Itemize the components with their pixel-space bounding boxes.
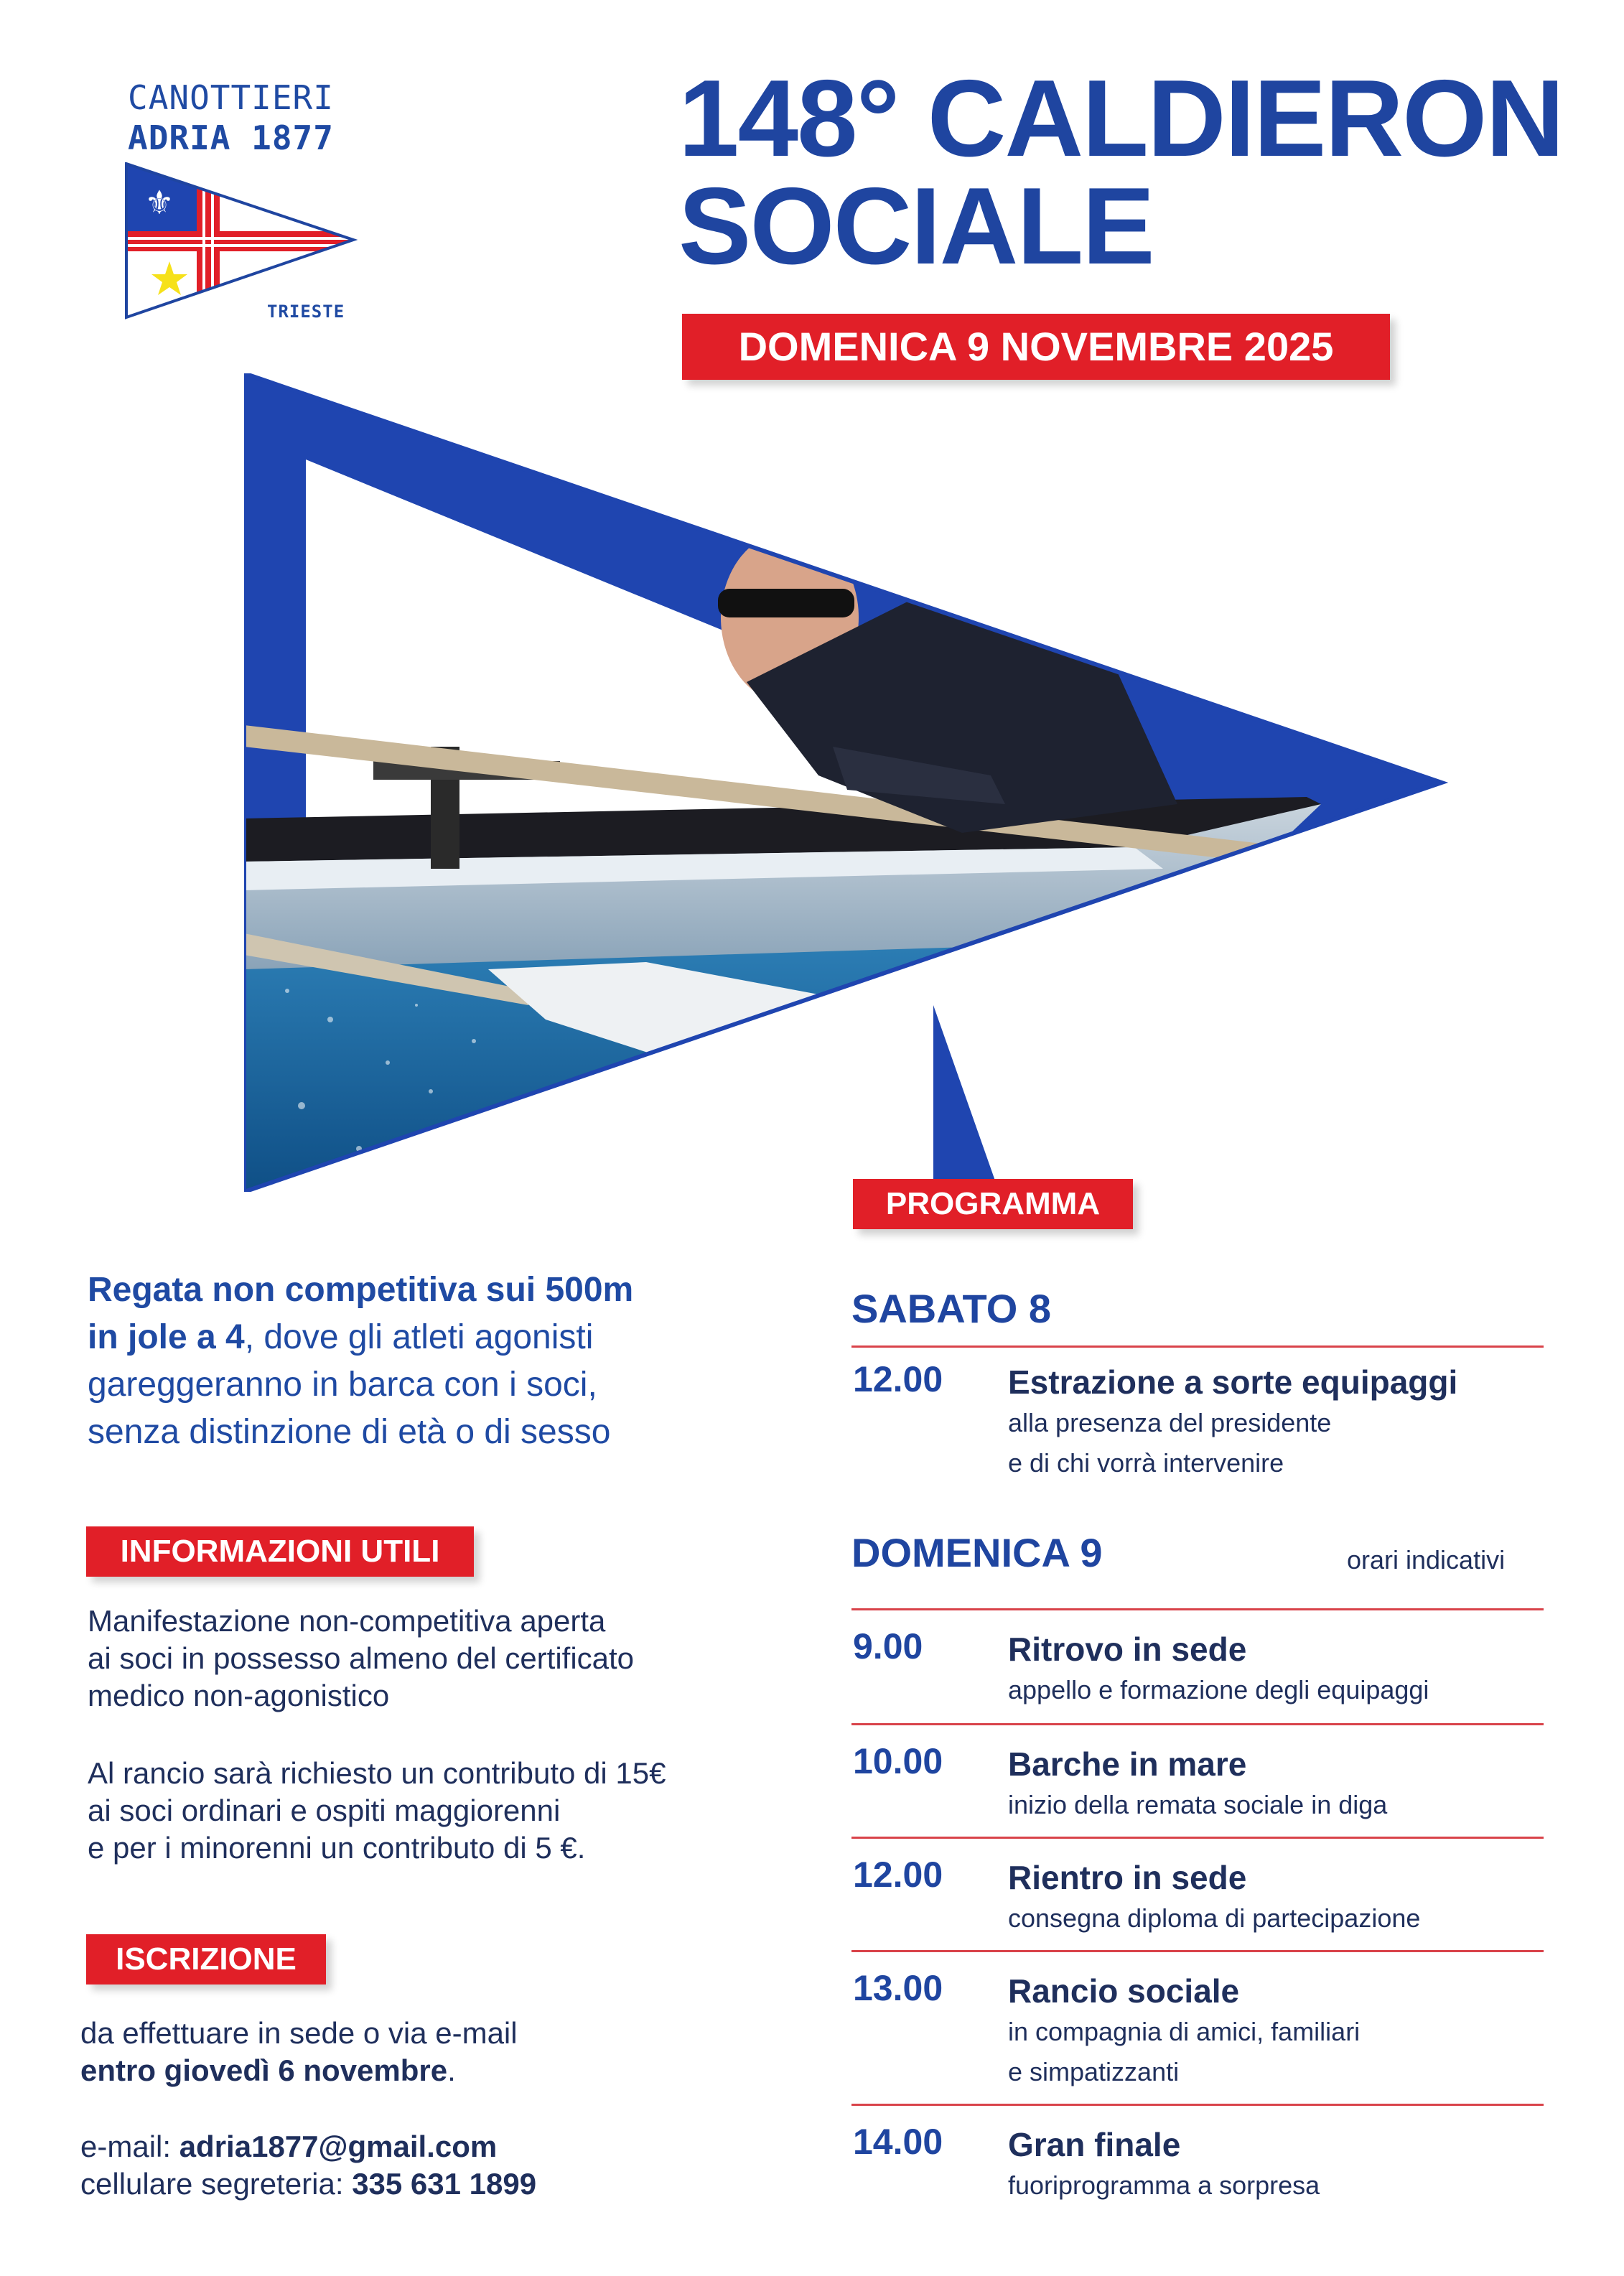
info-paragraph-2: [88, 1755, 806, 1867]
divider: [851, 1345, 1544, 1348]
fleur-de-lis-icon: ⚜: [144, 183, 174, 222]
event-time: 12.00: [853, 1359, 943, 1399]
event-time: 10.00: [853, 1741, 943, 1781]
event-desc-line: e di chi vorrà intervenire: [1008, 1448, 1284, 1478]
info-paragraph-1: [88, 1603, 806, 1715]
phone-number[interactable]: 335 631 1899: [352, 2167, 537, 2201]
registration-deadline: entro giovedì 6 novembre: [80, 2053, 448, 2087]
info-p1-line: medico non-agonistico: [88, 1679, 390, 1712]
info-p2-line: Al rancio sarà richiesto un contributo di 15€: [88, 1756, 666, 1790]
info-p1-line: Manifestazione non-competitiva aperta: [88, 1604, 606, 1638]
event-details: [1008, 1628, 1554, 1710]
title-line1: 148° CALDIERON: [678, 57, 1564, 179]
event-title: Rientro in sede: [1008, 1859, 1247, 1896]
info-p2-line: ai soci ordinari e ospiti maggiorenni: [88, 1794, 561, 1827]
registration-line1: da effettuare in sede o via e-mail: [80, 2016, 518, 2050]
event-desc-line: in compagnia di amici, familiari: [1008, 2017, 1361, 2046]
club-name: [128, 78, 334, 158]
intro-line2-bold: in jole a 4: [88, 1318, 245, 1356]
page-title: [678, 57, 1564, 287]
info-p1-line: ai soci in possesso almeno del certificato: [88, 1641, 635, 1675]
divider: [851, 2104, 1544, 2106]
club-name-line1: CANOTTIERI: [128, 78, 334, 117]
divider: [851, 1950, 1544, 1952]
program-section-label: PROGRAMMA: [853, 1179, 1133, 1229]
event-title: Gran finale: [1008, 2126, 1181, 2163]
club-name-line2: ADRIA 1877: [128, 118, 334, 157]
event-title: Ritrovo in sede: [1008, 1631, 1247, 1668]
title-line2: SOCIALE: [678, 165, 1154, 287]
divider: [851, 1608, 1544, 1610]
email-link[interactable]: adria1877@gmail.com: [179, 2130, 498, 2163]
event-details: [1008, 1743, 1554, 1825]
divider: [851, 1723, 1544, 1725]
info-p2-line: e per i minorenni un contributo di 5 €.: [88, 1831, 586, 1865]
info-section-label: INFORMAZIONI UTILI: [86, 1526, 474, 1577]
hero-rowing-image: [244, 373, 1450, 1192]
saturday-title: SABATO 8: [851, 1286, 1051, 1331]
registration-text: [80, 2015, 798, 2089]
event-title: Estrazione a sorte equipaggi: [1008, 1363, 1458, 1401]
contact-info: [80, 2128, 798, 2203]
event-title: Barche in mare: [1008, 1745, 1247, 1783]
event-details: [1008, 2124, 1554, 2206]
sunday-title: DOMENICA 9: [851, 1530, 1103, 1575]
event-desc-line: alla presenza del presidente: [1008, 1408, 1332, 1437]
event-time: 14.00: [853, 2122, 943, 2162]
club-city: TRIESTE: [267, 302, 345, 322]
event-time: 13.00: [853, 1968, 943, 2008]
registration-deadline-end: .: [447, 2053, 456, 2087]
phone-label: cellulare segreteria:: [80, 2167, 353, 2201]
divider: [851, 1837, 1544, 1839]
intro-line2-rest: , dove gli atleti agonisti: [244, 1318, 594, 1356]
event-time: 12.00: [853, 1855, 943, 1895]
times-note: orari indicativi: [1347, 1545, 1506, 1575]
event-desc-line: inizio della remata sociale in diga: [1008, 1790, 1388, 1819]
intro-line1: Regata non competitiva sui 500m: [88, 1271, 634, 1309]
intro-line3: gareggeranno in barca con i soci,: [88, 1366, 597, 1404]
event-intro: [88, 1267, 806, 1456]
intro-line4: senza distinzione di età o di sesso: [88, 1413, 611, 1451]
event-title: Rancio sociale: [1008, 1972, 1240, 2010]
email-label: e-mail:: [80, 2130, 179, 2163]
event-details: [1008, 1857, 1554, 1939]
event-desc-line: fuoriprogramma a sorpresa: [1008, 2170, 1320, 2200]
event-desc-line: appello e formazione degli equipaggi: [1008, 1675, 1429, 1704]
registration-section-label: ISCRIZIONE: [86, 1934, 326, 1984]
event-details: [1008, 1361, 1554, 1483]
event-desc-line: e simpatizzanti: [1008, 2057, 1180, 2086]
club-pennant-logo: [125, 162, 358, 322]
event-time: 9.00: [853, 1626, 923, 1666]
event-date-banner: DOMENICA 9 NOVEMBRE 2025: [682, 314, 1390, 380]
event-details: [1008, 1970, 1554, 2092]
event-desc-line: consegna diploma di partecipazione: [1008, 1903, 1421, 1933]
